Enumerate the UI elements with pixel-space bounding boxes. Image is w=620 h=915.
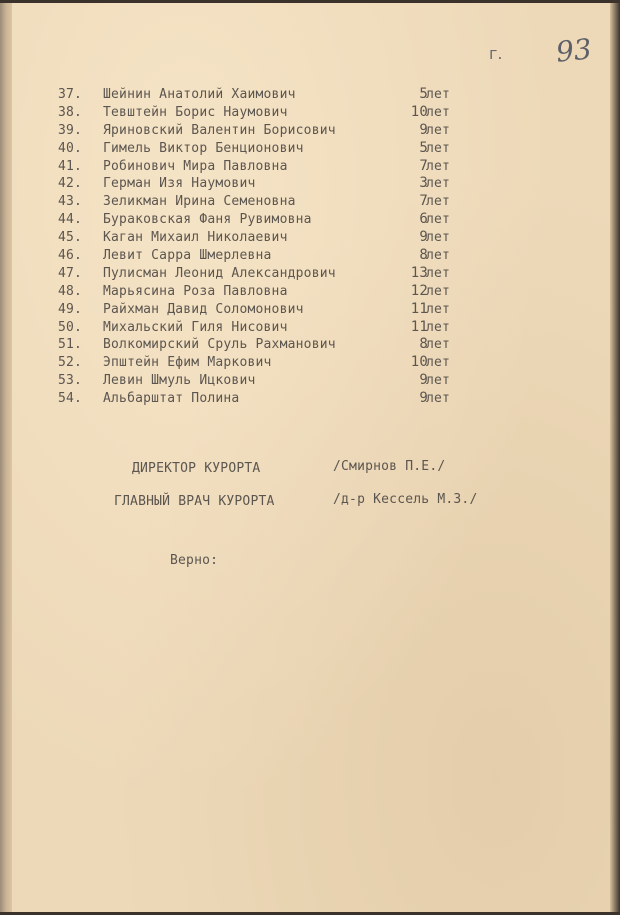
entry-age-unit: лет <box>426 140 451 156</box>
list-item <box>58 175 458 193</box>
entry-age: 9 <box>419 229 428 246</box>
series-letter: г. <box>489 44 503 63</box>
entry-number: 50. <box>58 319 83 335</box>
entry-number: 51. <box>58 337 83 353</box>
entry-number: 41. <box>58 158 83 174</box>
list-item <box>58 229 458 247</box>
entry-name: Яриновский Валентин Борисович <box>103 122 336 138</box>
list-item <box>58 372 458 390</box>
list-item <box>58 158 458 176</box>
entry-name: Альбарштат Полина <box>103 391 240 407</box>
page-edge-top <box>0 0 620 3</box>
entry-number: 48. <box>58 283 83 299</box>
entry-name: Шейнин Анатолий Хаимович <box>103 87 296 102</box>
list-item <box>58 193 458 211</box>
entry-age: 8 <box>419 336 428 353</box>
entry-age-unit: лет <box>426 122 451 138</box>
entry-name: Райхман Давид Соломонович <box>103 301 304 317</box>
signature-title-director: ДИРЕКТОР КУРОРТА <box>132 461 261 476</box>
entry-age: 11 <box>410 318 428 335</box>
entry-age-unit: лет <box>426 265 451 281</box>
sheet-number: 93 <box>554 32 594 69</box>
entry-name: Михальский Гиля Нисович <box>103 319 288 335</box>
entry-name: Гимель Виктор Бенционович <box>103 140 304 156</box>
list-item <box>58 354 458 372</box>
entry-age-unit: лет <box>426 373 451 389</box>
entry-age-unit: лет <box>426 230 451 246</box>
entry-number: 53. <box>58 373 83 389</box>
entry-age: 5 <box>419 86 428 102</box>
entry-age: 12 <box>410 282 428 299</box>
children-list <box>58 86 458 408</box>
list-item <box>58 140 458 158</box>
entry-name: Бураковская Фаня Рувимовна <box>103 212 312 228</box>
entry-age: 10 <box>410 103 428 120</box>
entry-age: 9 <box>419 390 428 407</box>
binding-edge <box>0 0 12 915</box>
entry-name: Левин Шмуль Ицкович <box>103 373 256 389</box>
entry-name: Зеликман Ирина Семеновна <box>103 194 296 210</box>
entry-age-unit: лет <box>426 87 451 102</box>
entry-age: 5 <box>419 139 428 156</box>
entry-name: Пулисман Леонид Александрович <box>103 265 336 281</box>
signature-title-chief-doctor: ГЛАВНЫЙ ВРАЧ КУРОРТА <box>114 494 275 509</box>
list-item <box>58 336 458 354</box>
entry-name: Марьясина Роза Павловна <box>103 283 288 299</box>
entry-age-unit: лет <box>426 248 451 264</box>
entry-age-unit: лет <box>426 176 451 192</box>
entry-number: 54. <box>58 391 83 407</box>
entry-age-unit: лет <box>426 283 451 299</box>
entry-number: 47. <box>58 265 83 281</box>
entry-number: 42. <box>58 176 83 192</box>
entry-age-unit: лет <box>426 355 451 371</box>
entry-name: Герман Изя Наумович <box>103 176 256 192</box>
entry-number: 39. <box>58 122 83 138</box>
list-item <box>58 104 458 122</box>
list-item <box>58 247 458 265</box>
entry-name: Тевштейн Борис Наумович <box>103 104 288 120</box>
entry-age-unit: лет <box>426 194 451 210</box>
list-item <box>58 390 458 408</box>
list-item <box>58 319 458 337</box>
entry-number: 44. <box>58 212 83 228</box>
entry-name: Каган Михаил Николаевич <box>103 230 288 246</box>
entry-name: Робинович Мира Павловна <box>103 158 288 174</box>
entry-age-unit: лет <box>426 212 451 228</box>
signature-name-chief-doctor: /д-р Кессель М.З./ <box>333 492 478 507</box>
entry-age: 9 <box>419 121 428 138</box>
list-item <box>58 211 458 229</box>
entry-age-unit: лет <box>426 158 451 174</box>
entry-name: Левит Сарра Шмерлевна <box>103 248 272 264</box>
entry-age-unit: лет <box>426 391 451 407</box>
entry-name: Волкомирский Сруль Рахманович <box>103 337 336 353</box>
signature-name-director: /Смирнов П.Е./ <box>333 459 446 474</box>
entry-age: 8 <box>419 247 428 264</box>
entry-age: 11 <box>410 300 428 317</box>
entry-age: 7 <box>419 193 428 210</box>
entry-age: 13 <box>410 264 428 281</box>
certification-label: Верно: <box>170 553 219 568</box>
entry-age: 10 <box>410 354 428 371</box>
entry-age-unit: лет <box>426 301 451 317</box>
entry-number: 38. <box>58 104 83 120</box>
entry-number: 40. <box>58 140 83 156</box>
entry-age: 6 <box>419 211 428 228</box>
list-item <box>58 122 458 140</box>
entry-number: 46. <box>58 248 83 264</box>
entry-age: 3 <box>419 175 428 192</box>
entry-number: 49. <box>58 301 83 317</box>
entry-age-unit: лет <box>426 337 451 353</box>
list-item <box>58 265 458 283</box>
entry-age-unit: лет <box>426 319 451 335</box>
entry-age: 7 <box>419 157 428 174</box>
entry-number: 37. <box>58 87 83 102</box>
entry-number: 43. <box>58 194 83 210</box>
entry-number: 45. <box>58 230 83 246</box>
page-edge-right <box>610 0 620 915</box>
entry-age: 9 <box>419 372 428 389</box>
entry-name: Эпштейн Ефим Маркович <box>103 355 272 371</box>
list-item <box>58 283 458 301</box>
list-item <box>58 301 458 319</box>
entry-number: 52. <box>58 355 83 371</box>
entry-age-unit: лет <box>426 104 451 120</box>
list-item <box>58 86 458 104</box>
